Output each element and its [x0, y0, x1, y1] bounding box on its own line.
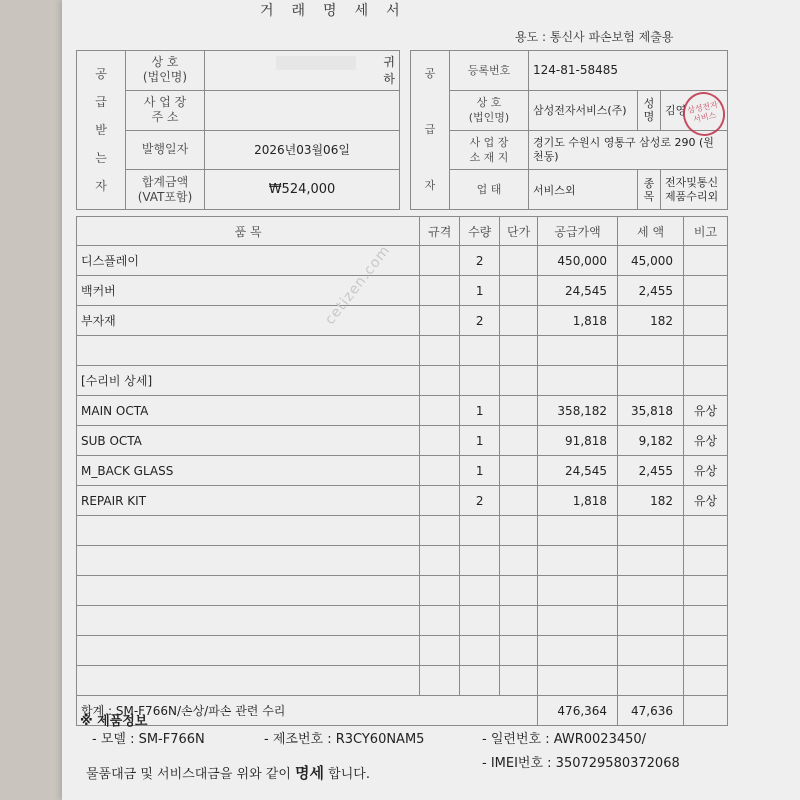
row-item [77, 606, 420, 636]
row-price [500, 306, 538, 336]
table-row [77, 606, 728, 636]
row-price [500, 606, 538, 636]
row-spec [420, 666, 460, 696]
row-item [77, 666, 420, 696]
row-spec [420, 336, 460, 366]
row-price [500, 486, 538, 516]
total-label: 합계 : SM-F766N/손상/파손 관련 수리 [77, 696, 538, 726]
row-note [684, 336, 728, 366]
supplier-box [410, 50, 728, 210]
row-supply: 24,545 [538, 276, 618, 306]
product-lot-number: - 일련번호 : AWR0023450/ [482, 732, 647, 747]
row-note: 유상 [684, 486, 728, 516]
row-qty [460, 516, 500, 546]
row-qty [460, 546, 500, 576]
supplier-rep-label: 성 명 [638, 90, 661, 130]
row-item: REPAIR KIT [77, 486, 420, 516]
product-serial: - 제조번호 : R3CY60NAM5 [264, 732, 425, 747]
row-note [684, 576, 728, 606]
header-note: 비고 [684, 217, 728, 246]
table-row [77, 666, 728, 696]
row-supply: 24,545 [538, 456, 618, 486]
row-note [684, 306, 728, 336]
row-tax [618, 546, 684, 576]
supplier-item-value: 전자및통신제품수리외 [661, 170, 728, 210]
receiver-total-label: 합계금액 (VAT포함) [126, 170, 205, 210]
row-item [77, 546, 420, 576]
row-tax: 35,818 [618, 396, 684, 426]
row-qty [460, 666, 500, 696]
row-item: 디스플레이 [77, 246, 420, 276]
receiver-addr-value [205, 90, 400, 130]
row-spec [420, 606, 460, 636]
row-spec [420, 396, 460, 426]
supplier-name-label: 상 호 (법인명) [450, 90, 529, 130]
table-row [77, 366, 728, 396]
table-row [77, 426, 728, 456]
row-supply: 1,818 [538, 306, 618, 336]
row-note [684, 666, 728, 696]
table-row [77, 336, 728, 366]
row-spec [420, 576, 460, 606]
table-row [77, 546, 728, 576]
row-price [500, 246, 538, 276]
row-tax: 2,455 [618, 456, 684, 486]
row-price [500, 456, 538, 486]
row-supply: 358,182 [538, 396, 618, 426]
row-qty [460, 636, 500, 666]
row-spec [420, 516, 460, 546]
table-row [77, 576, 728, 606]
receiver-addr-label: 사 업 장 주 소 [126, 90, 205, 130]
table-row [77, 636, 728, 666]
row-item [77, 336, 420, 366]
row-spec [420, 306, 460, 336]
row-tax: 2,455 [618, 276, 684, 306]
row-tax [618, 576, 684, 606]
header-qty: 수량 [460, 217, 500, 246]
row-qty [460, 336, 500, 366]
supplier-reg-label: 등록번호 [450, 51, 529, 91]
row-qty: 2 [460, 246, 500, 276]
row-item: SUB OCTA [77, 426, 420, 456]
table-row [77, 456, 728, 486]
table-row [77, 486, 728, 516]
table-row [77, 516, 728, 546]
redacted-name [276, 56, 356, 70]
row-item [77, 576, 420, 606]
row-item: M_BACK GLASS [77, 456, 420, 486]
row-supply [538, 516, 618, 546]
row-item [77, 516, 420, 546]
row-price [500, 516, 538, 546]
row-spec [420, 276, 460, 306]
supplier-section-label: 공 급 자 [411, 51, 450, 210]
row-supply [538, 636, 618, 666]
row-qty: 1 [460, 426, 500, 456]
row-supply [538, 606, 618, 636]
row-supply [538, 366, 618, 396]
usage-note: 용도 : 통신사 파손보험 제출용 [515, 30, 674, 44]
product-imei: - IMEI번호 : 350729580372068 [482, 756, 680, 771]
row-price [500, 276, 538, 306]
row-note [684, 246, 728, 276]
row-tax [618, 606, 684, 636]
header-spec: 규격 [420, 217, 460, 246]
items-table [76, 216, 728, 726]
row-spec [420, 486, 460, 516]
row-supply: 91,818 [538, 426, 618, 456]
header-price: 단가 [500, 217, 538, 246]
row-supply [538, 576, 618, 606]
row-item: [수리비 상세] [77, 366, 420, 396]
row-price [500, 396, 538, 426]
row-note: 유상 [684, 396, 728, 426]
total-tax: 47,636 [618, 696, 684, 726]
company-seal-stamp: 삼성전자 서비스 [679, 88, 729, 140]
row-supply: 1,818 [538, 486, 618, 516]
row-note [684, 516, 728, 546]
product-info [76, 706, 728, 800]
supplier-addr-label: 사 업 장 소 재 지 [450, 130, 529, 170]
row-supply [538, 336, 618, 366]
table-row [77, 396, 728, 426]
row-spec [420, 636, 460, 666]
row-qty: 1 [460, 456, 500, 486]
row-price [500, 546, 538, 576]
row-note [684, 636, 728, 666]
receiver-total-value: ₩524,000 [205, 170, 400, 210]
product-info-heading: ※ 제품정보 [80, 714, 148, 729]
receiver-date-label: 발행일자 [126, 130, 205, 170]
row-tax [618, 636, 684, 666]
row-item: MAIN OCTA [77, 396, 420, 426]
row-tax: 182 [618, 486, 684, 516]
supplier-reg-value: 124-81-58485 [529, 51, 728, 91]
row-qty [460, 576, 500, 606]
row-supply: 450,000 [538, 246, 618, 276]
row-note: 유상 [684, 426, 728, 456]
row-tax: 182 [618, 306, 684, 336]
supplier-biz-label: 업 태 [450, 170, 529, 210]
table-header-row [77, 217, 728, 246]
row-spec [420, 246, 460, 276]
row-qty [460, 606, 500, 636]
row-tax [618, 366, 684, 396]
supplier-rep-value: 김영 [661, 90, 728, 130]
footer-statement: 물품대금 및 서비스대금을 위와 같이 명세 합니다. [86, 764, 370, 782]
supplier-name-value: 삼성전자서비스(주) [529, 90, 638, 130]
row-price [500, 666, 538, 696]
row-supply [538, 666, 618, 696]
row-qty: 1 [460, 396, 500, 426]
table-row [77, 306, 728, 336]
row-price [500, 576, 538, 606]
row-item: 부자재 [77, 306, 420, 336]
supplier-addr-value: 경기도 수원시 영통구 삼성로 290 (원천동) [529, 130, 728, 170]
row-price [500, 426, 538, 456]
supplier-item-label: 종 목 [638, 170, 661, 210]
row-spec [420, 546, 460, 576]
row-tax [618, 666, 684, 696]
row-note [684, 276, 728, 306]
row-item: 백커버 [77, 276, 420, 306]
table-row [77, 276, 728, 306]
row-qty [460, 366, 500, 396]
row-qty: 2 [460, 486, 500, 516]
row-tax [618, 516, 684, 546]
row-note: 유상 [684, 456, 728, 486]
row-note [684, 606, 728, 636]
row-qty: 2 [460, 306, 500, 336]
document-title: 거래명세서 [260, 3, 418, 19]
row-item [77, 636, 420, 666]
row-note [684, 366, 728, 396]
row-spec [420, 366, 460, 396]
receiver-name-label: 상 호 (법인명) [126, 51, 205, 91]
row-note [684, 546, 728, 576]
table-row [77, 246, 728, 276]
row-tax: 9,182 [618, 426, 684, 456]
row-spec [420, 456, 460, 486]
header-supply: 공급가액 [538, 217, 618, 246]
total-supply: 476,364 [538, 696, 618, 726]
row-spec [420, 426, 460, 456]
row-qty: 1 [460, 276, 500, 306]
row-tax: 45,000 [618, 246, 684, 276]
receiver-box [76, 50, 400, 210]
supplier-biz-value: 서비스외 [529, 170, 638, 210]
row-supply [538, 546, 618, 576]
receiver-date-value: 2026년03월06일 [205, 130, 400, 170]
product-model: - 모델 : SM-F766N [92, 732, 205, 747]
row-price [500, 366, 538, 396]
watermark: cetizen.com [322, 242, 394, 328]
row-tax [618, 336, 684, 366]
header-tax: 세 액 [618, 217, 684, 246]
receiver-name-value: 귀하 [205, 51, 400, 91]
row-price [500, 336, 538, 366]
header-item: 품 목 [77, 217, 420, 246]
receiver-section-label: 공 급 받 는 자 [77, 51, 126, 210]
row-price [500, 636, 538, 666]
